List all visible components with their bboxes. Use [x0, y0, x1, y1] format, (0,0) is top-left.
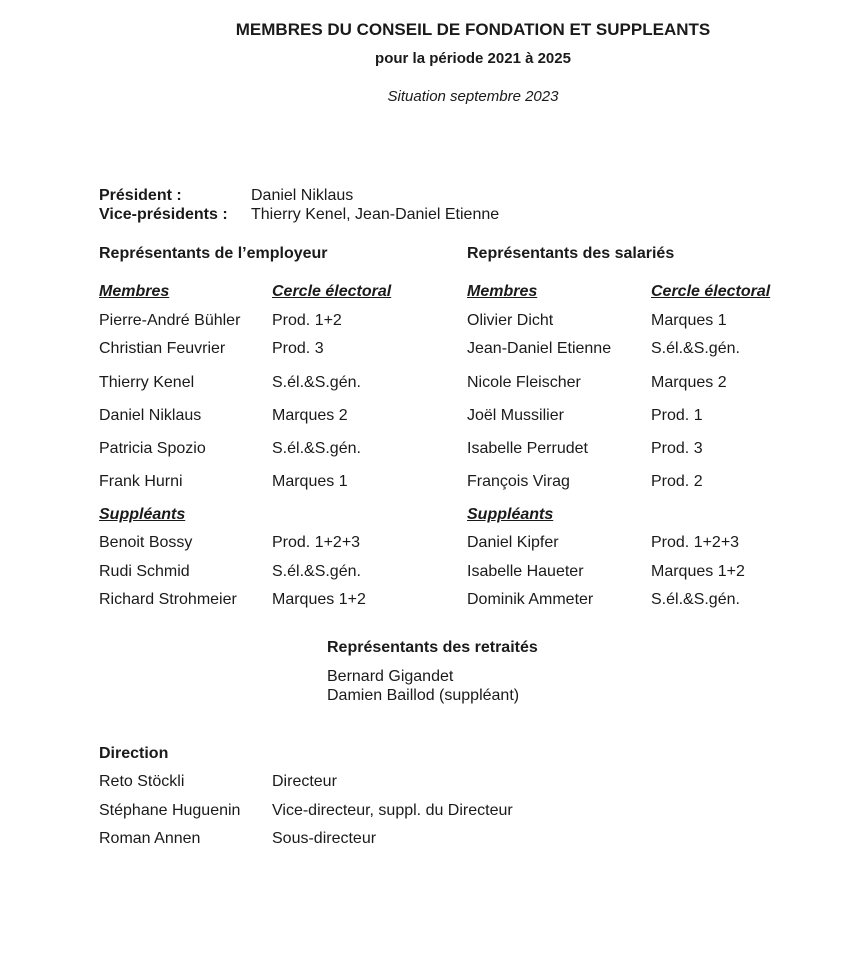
employer-substitutes-heading: Suppléants: [99, 506, 186, 523]
employer-substitute-circle: Marques 1+2: [272, 591, 366, 608]
employee-member-name: François Virag: [467, 473, 570, 490]
employer-heading: Représentants de l’employeur: [99, 245, 328, 262]
employer-member-name: Patricia Spozio: [99, 440, 206, 457]
employee-member-circle: Prod. 2: [651, 473, 703, 490]
employee-member-circle: Marques 2: [651, 374, 727, 391]
employee-substitute-circle: Prod. 1+2+3: [651, 534, 740, 551]
employee-substitute-name: Dominik Ammeter: [467, 591, 594, 608]
employer-substitute-circle: Prod. 1+2+3: [272, 534, 361, 551]
employer-col-circle: Cercle électoral: [272, 283, 392, 300]
retiree-line: Bernard Gigandet: [327, 668, 454, 685]
vice-presidents-names: Thierry Kenel, Jean-Daniel Etienne: [251, 206, 500, 223]
employer-member-name: Daniel Niklaus: [99, 407, 202, 424]
direction-role: Directeur: [272, 773, 337, 790]
employer-member-circle: Prod. 3: [272, 340, 324, 357]
employer-substitute-name: Rudi Schmid: [99, 563, 190, 580]
employee-member-name: Isabelle Perrudet: [467, 440, 588, 457]
employee-member-name: Olivier Dicht: [467, 312, 554, 329]
retirees-heading: Représentants des retraités: [327, 639, 538, 656]
employee-substitute-name: Daniel Kipfer: [467, 534, 559, 551]
employer-col-members: Membres: [99, 283, 170, 300]
employee-member-circle: S.él.&S.gén.: [651, 340, 740, 357]
direction-name: Stéphane Huguenin: [99, 802, 241, 819]
page-title: MEMBRES DU CONSEIL DE FONDATION ET SUPPLEANTS: [235, 20, 711, 39]
employee-member-circle: Marques 1: [651, 312, 727, 329]
employees-heading: Représentants des salariés: [467, 245, 675, 262]
direction-role: Vice-directeur, suppl. du Directeur: [272, 802, 513, 819]
employer-member-circle: Prod. 1+2: [272, 312, 342, 329]
vice-presidents-label: Vice-présidents :: [99, 206, 228, 223]
employee-member-name: Joël Mussilier: [467, 407, 564, 424]
employer-member-name: Pierre-André Bühler: [99, 312, 241, 329]
direction-name: Roman Annen: [99, 830, 201, 847]
employees-col-circle: Cercle électoral: [651, 283, 771, 300]
direction-name: Reto Stöckli: [99, 773, 185, 790]
employer-member-circle: Marques 1: [272, 473, 348, 490]
employees-substitutes-heading: Suppléants: [467, 506, 554, 523]
period-subtitle: pour la période 2021 à 2025: [375, 50, 571, 67]
employee-substitute-circle: Marques 1+2: [651, 563, 745, 580]
employer-member-name: Frank Hurni: [99, 473, 183, 490]
employee-member-circle: Prod. 1: [651, 407, 703, 424]
employer-substitute-circle: S.él.&S.gén.: [272, 563, 361, 580]
direction-heading: Direction: [99, 745, 169, 762]
employer-member-circle: Marques 2: [272, 407, 348, 424]
retiree-line: Damien Baillod (suppléant): [327, 687, 520, 704]
president-name: Daniel Niklaus: [251, 187, 354, 204]
situation-date: Situation septembre 2023: [387, 88, 559, 105]
employer-member-name: Thierry Kenel: [99, 374, 195, 391]
employee-member-name: Nicole Fleischer: [467, 374, 581, 391]
employee-member-name: Jean-Daniel Etienne: [467, 340, 612, 357]
employer-member-circle: S.él.&S.gén.: [272, 374, 361, 391]
president-label: Président :: [99, 187, 182, 204]
direction-role: Sous-directeur: [272, 830, 377, 847]
employer-member-name: Christian Feuvrier: [99, 340, 226, 357]
employer-substitute-name: Richard Strohmeier: [99, 591, 237, 608]
employee-substitute-circle: S.él.&S.gén.: [651, 591, 740, 608]
employee-substitute-name: Isabelle Haueter: [467, 563, 584, 580]
employee-member-circle: Prod. 3: [651, 440, 703, 457]
employer-member-circle: S.él.&S.gén.: [272, 440, 361, 457]
employer-substitute-name: Benoit Bossy: [99, 534, 193, 551]
employees-col-members: Membres: [467, 283, 538, 300]
